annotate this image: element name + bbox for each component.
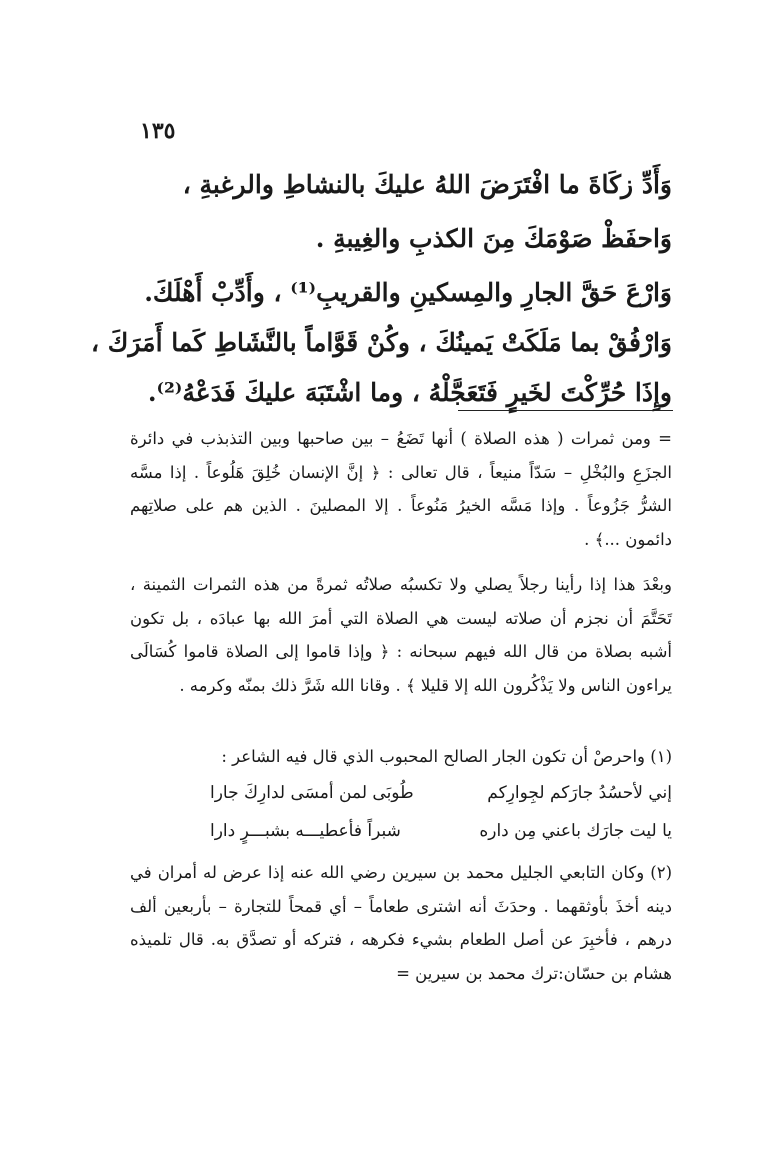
footnote-paragraph: وبعْدَ هذا إذا رأينا رجلاً يصلي ولا تكسبُه صلاتُه ثمرةً من هذه الثمرات الثمينة ، تَحَتَّمَ أن نجزم أن صلاته ليست هي الصلاة التي أمرَ الله بها عبادَه ، بل تكون أشبه بصلاة من قال الله فيهم سبحانه : ﴿ وإذا قاموا إلى الصلاة قاموا كُسَالَى يراءون الناس ولا يَذْكُرون الله إلا قليلا ﴾ . وقانا الله شَرَّ ذلك بمنّه وكرمه . bbox=[130, 575, 672, 695]
main-text-line: وإِذَا حُرِّكْتَ لخَيرٍ فَتَعَجَّلْهُ ، وما اشْتَبَهَ عليكَ فَدَعْهُ⁽²⁾. bbox=[147, 378, 672, 407]
verse-line-2 bbox=[130, 812, 672, 850]
verse-hemistich: إني لأحسُدُ جارَكم لجِوارِكم bbox=[487, 782, 672, 803]
main-text-line: وَاحفَظْ صَوْمَكَ مِنَ الكذبِ والغِيبةِ . bbox=[315, 224, 672, 253]
footnote-1-intro: (١) واحرصْ أن تكون الجار الصالح المحبوب الذي قال فيه الشاعر : bbox=[221, 747, 672, 766]
footnote-continuation: = ومن ثمرات ( هذه الصلاة ) أنها تَضَعُ – بين صاحبها وبين التذبذب في دائرة الجزَعِ والبُخْلِ – سَدّاً منيعاً ، قال تعالى : ﴿ إنَّ الإنسان خُلِقَ هَلُوعاً . إذا مسَّه الشرُّ جَزُوعاً . وإذا مَسَّه الخيرُ مَنُوعاً . إلا المصلينَ . الذين هم على صلاتِهم دائمون ...﴾ . bbox=[130, 429, 672, 549]
verse-hemistich: يا ليت جارَك باعني مِن داره bbox=[479, 820, 672, 841]
footnote-2: (٢) وكان التابعي الجليل محمد بن سيرين رضي الله عنه إذا عرض له أمران في دينه أخذَ بأوثقهما . وحدَثَ أنه اشترى طعاماً – أي قمحاً للتجارة – بأربعين ألف درهم ، فأخبِرَ عن أصل الطعام بشيء فكرهه ، فتركه أو تصدَّق به. قال تلميذه هشام بن حسّان:ترك محمد بن سيرين = bbox=[130, 863, 672, 983]
main-text-line: وَأَدِّ زكَاةَ ما افْتَرَضَ اللهُ عليكَ بالنشاطِ والرغبةِ ، bbox=[182, 170, 672, 199]
footnote-separator bbox=[458, 410, 673, 411]
verse-hemistich: طُوبَى لمن أمسَى لدارِكَ جارا bbox=[210, 782, 414, 803]
main-text-stanza-1 bbox=[130, 158, 672, 266]
verse-hemistich: شبراً فأعطيـــه بشبـــرٍ دارا bbox=[210, 820, 401, 841]
main-text-line: وَارْعَ حَقَّ الجارِ والمِسكينِ والقريبِ⁽¹⁾ ، وأَدِّبْ أَهْلَكَ. bbox=[144, 278, 672, 307]
main-text-line: وَارْفُقْ بما مَلَكَتْ يَمينُكَ ، وكُنْ قَوَّاماً بالنَّشَاطِ كَما أَمَرَكَ ، bbox=[91, 328, 672, 357]
verse-line-1 bbox=[130, 774, 672, 812]
footnote-1 bbox=[130, 740, 672, 850]
main-text-stanza-2 bbox=[91, 268, 672, 418]
page-number: ١٣٥ bbox=[140, 118, 176, 144]
